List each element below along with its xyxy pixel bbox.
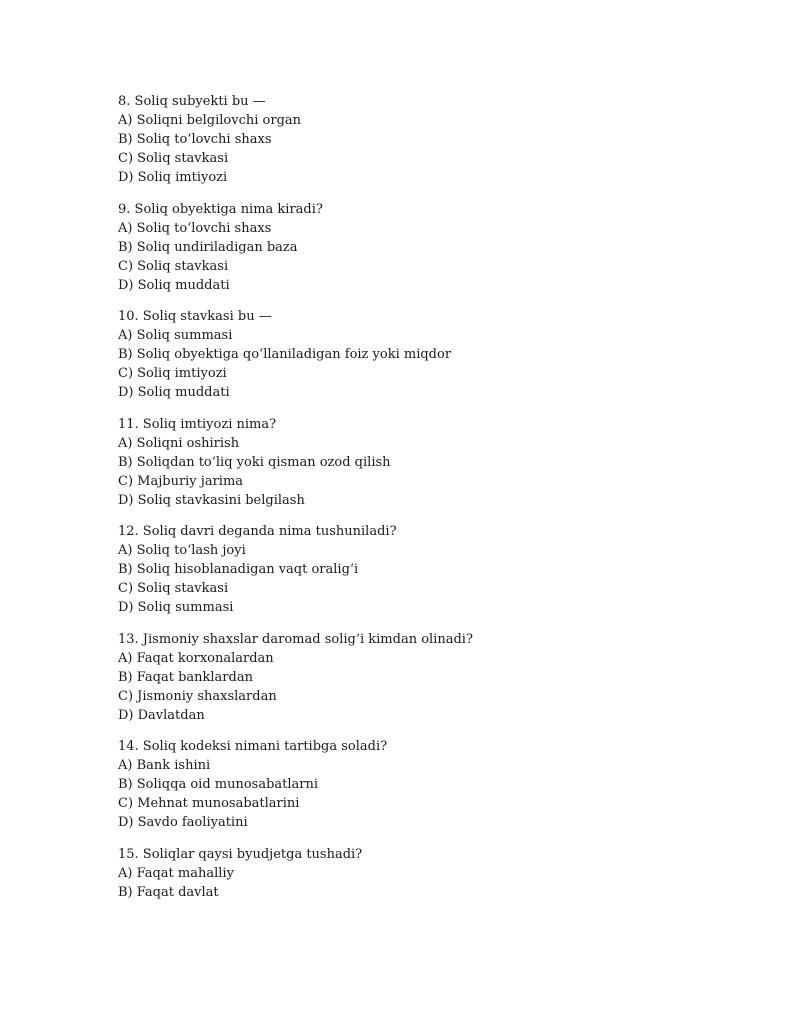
- option-b: B) Soliq undiriladigan baza: [118, 239, 298, 255]
- question-13: [118, 630, 718, 725]
- option-b: B) Faqat banklardan: [118, 669, 253, 685]
- option-d: D) Davlatdan: [118, 707, 205, 723]
- question-text: 12. Soliq davri deganda nima tushuniladi?: [118, 524, 397, 539]
- option-b: B) Soliq obyektiga qo‘llaniladigan foiz yoki miqdor: [118, 347, 452, 362]
- question-text: 14. Soliq kodeksi nimani tartibga soladi?: [118, 739, 388, 754]
- option-c: C) Majburiy jarima: [118, 473, 244, 489]
- option-d: D) Soliq summasi: [118, 600, 234, 615]
- option-c: C) Jismoniy shaxslardan: [118, 688, 277, 704]
- question-text: 15. Soliqlar qaysi byudjetga tushadi?: [118, 846, 363, 862]
- question-text: 13. Jismoniy shaxslar daromad solig‘i kimdan olinadi?: [118, 631, 473, 647]
- option-b: B) Soliqdan to‘liq yoki qisman ozod qilish: [118, 454, 391, 470]
- option-a: A) Faqat korxonalardan: [118, 650, 274, 666]
- question-14: [118, 737, 718, 832]
- question-text: 11. Soliq imtiyozi nima?: [118, 416, 277, 432]
- option-a: A) Soliqni oshirish: [118, 435, 240, 451]
- option-c: C) Soliq imtiyozi: [118, 366, 227, 381]
- option-a: A) Soliq to‘lash joyi: [118, 543, 246, 558]
- question-text: 10. Soliq stavkasi bu —: [118, 309, 272, 324]
- option-a: A) Soliq summasi: [118, 328, 233, 343]
- option-c: C) Mehnat munosabatlarini: [118, 796, 300, 811]
- option-a: A) Bank ishini: [118, 758, 211, 773]
- option-d: D) Savdo faoliyatini: [118, 815, 248, 830]
- question-text: 8. Soliq subyekti bu —: [118, 94, 266, 109]
- option-d: D) Soliq muddati: [118, 385, 230, 400]
- question-12: [118, 522, 718, 617]
- option-c: C) Soliq stavkasi: [118, 258, 229, 274]
- option-b: B) Soliq hisoblanadigan vaqt oralig‘i: [118, 562, 359, 577]
- question-list: [118, 92, 718, 914]
- option-d: D) Soliq muddati: [118, 277, 230, 293]
- question-8: [118, 92, 718, 187]
- option-c: C) Soliq stavkasi: [118, 581, 229, 596]
- option-a: A) Faqat mahalliy: [118, 865, 234, 881]
- option-b: B) Soliq to‘lovchi shaxs: [118, 132, 272, 147]
- option-d: D) Soliq stavkasini belgilash: [118, 492, 305, 508]
- option-b: B) Soliqqa oid munosabatlarni: [118, 777, 319, 792]
- option-a: A) Soliq to‘lovchi shaxs: [118, 220, 272, 236]
- question-text: 9. Soliq obyektiga nima kiradi?: [118, 201, 323, 217]
- option-d: D) Soliq imtiyozi: [118, 170, 228, 185]
- option-c: C) Soliq stavkasi: [118, 151, 229, 166]
- question-11: [118, 415, 718, 510]
- option-a: A) Soliqni belgilovchi organ: [118, 113, 302, 128]
- question-10: [118, 307, 718, 402]
- option-b: B) Faqat davlat: [118, 884, 219, 900]
- question-15: [118, 845, 718, 902]
- question-9: [118, 200, 718, 295]
